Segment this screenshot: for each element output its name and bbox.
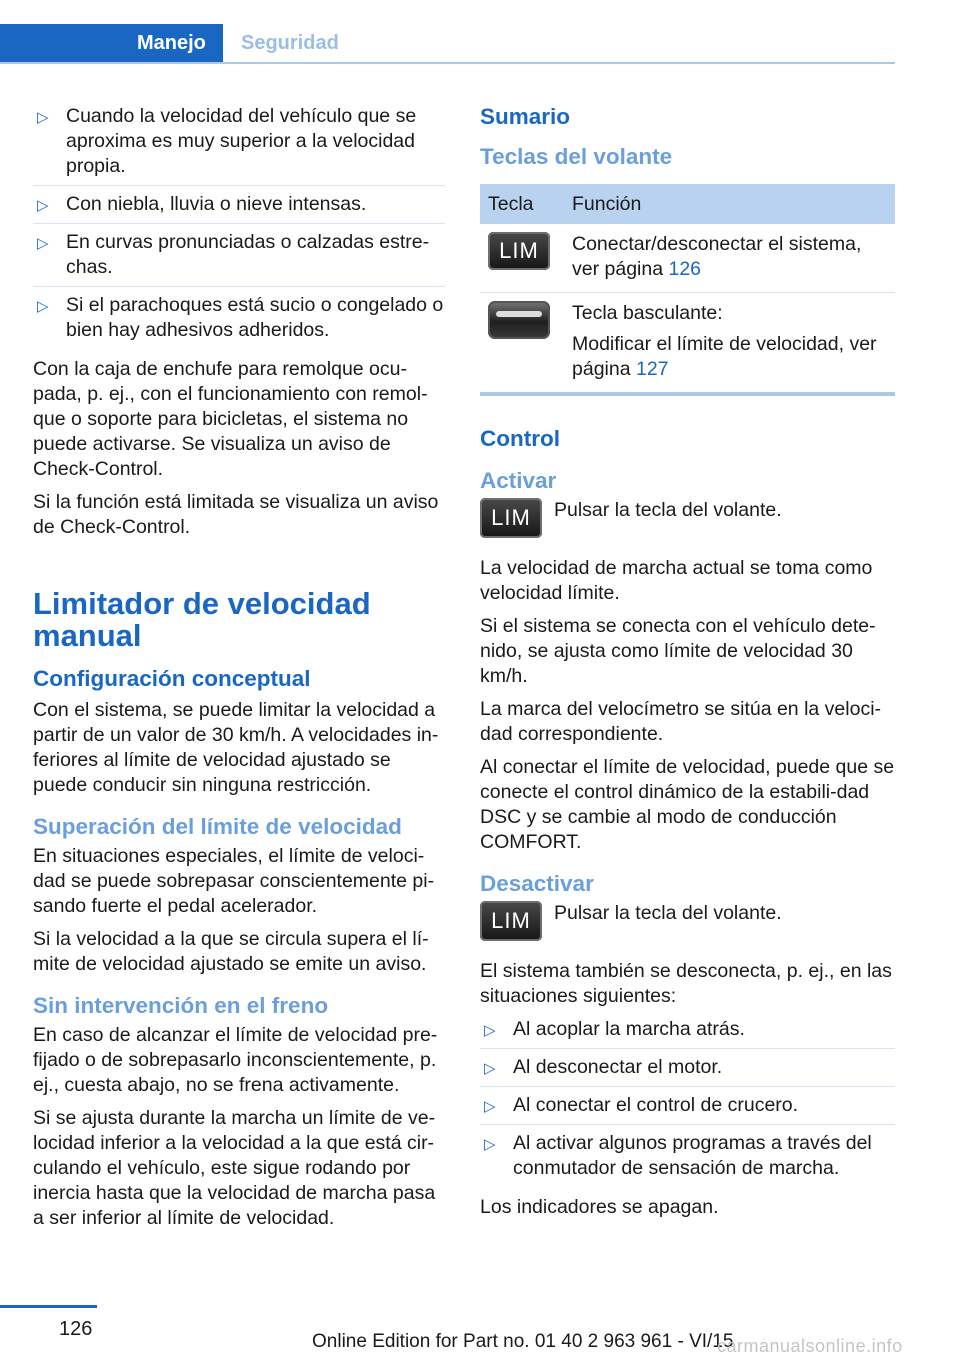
subsection-title: Configuración conceptual [33, 666, 311, 691]
paragraph: Si la velocidad a la que se circula supera el lí‐mite de velocidad ajustado se emite un aviso. [33, 928, 429, 975]
paragraph: Si se ajusta durante la marcha un límite de ve‐locidad inferior a la velocidad a la que está cir‐culando el vehículo, este sigue rodando por inercia hasta que la velocidad de marcha pasa a ser inferior al límite de velocidad. [33, 1107, 436, 1229]
list-item: ▷ Al activar algunos programas a través del conmutador de sensación de marcha. [484, 1132, 872, 1179]
lim-button-icon: LIM [480, 901, 542, 941]
triangle-right-icon: ▷ [37, 197, 49, 214]
subheading: Superación del límite de velocidad [33, 814, 402, 839]
section-title: Limitador de velocidad manual [33, 586, 371, 653]
paragraph: Si la función está limitada se visualiza un aviso de Check-Control. [33, 491, 439, 538]
list-item: ▷ En curvas pronunciadas o calzadas estre‐chas. [33, 230, 445, 287]
triangle-right-icon: ▷ [484, 1060, 496, 1077]
page-number: 126 [59, 1318, 93, 1340]
paragraph: En situaciones especiales, el límite de veloci‐dad se puede sobrepasar conscientemente pi‐sando fuerte el pedal acelerador. [33, 845, 435, 917]
paragraph: Con la caja de enchufe para remolque ocu‐pada, p. ej., con el funcionamiento con remol‐que o soporte para bicicletas, el sistema no puede activarse. Se visualiza un aviso de Check-Control. [33, 358, 428, 480]
rocker-switch-icon [488, 301, 550, 339]
section-title: Control [480, 426, 560, 451]
table-header-funcion: Función [564, 184, 895, 224]
activar-instruction: LIM Pulsar la tecla del volante. [480, 498, 895, 538]
list-item: ▷ Al conectar el control de crucero. [480, 1093, 895, 1125]
right-bullet-list [480, 1017, 895, 1187]
table-header-row [480, 184, 895, 224]
paragraph: El sistema también se desconecta, p. ej., en las situaciones siguientes: [480, 960, 892, 1007]
left-bullet-list [33, 104, 445, 349]
paragraph: Los indicadores se apagan. [480, 1196, 719, 1218]
table-header-tecla: Tecla [480, 184, 564, 224]
triangle-right-icon: ▷ [484, 1136, 496, 1153]
paragraph: La velocidad de marcha actual se toma como velocidad límite. [480, 557, 873, 604]
paragraph: Si el sistema se conecta con el vehículo dete‐nido, se ajusta como límite de velocidad 30 km/h. [480, 615, 876, 687]
triangle-right-icon: ▷ [484, 1022, 496, 1039]
page-link-127[interactable]: 127 [635, 358, 669, 380]
list-item: ▷ Cuando la velocidad del vehículo que se aproxima es muy superior a la velocidad propia. [33, 104, 445, 186]
paragraph: La marca del velocímetro se sitúa en la veloci‐dad correspondiente. [480, 698, 882, 745]
table-row: LIM Conectar/desconectar el sistema, ver página 126 [480, 224, 895, 293]
paragraph: Al conectar el límite de velocidad, puede que se conecte el control dinámico de la estabili‐dad DSC y se cambie al modo de conducción COMFORT. [480, 756, 895, 853]
lim-button-icon: LIM [488, 232, 550, 270]
list-item: ▷ Al desconectar el motor. [480, 1055, 895, 1087]
paragraph: En caso de alcanzar el límite de velocidad pre‐fijado o de sobrepasarlo inconscientemente, p. ej., cuesta abajo, no se frena activamente. [33, 1024, 438, 1096]
section-title: Sumario [480, 104, 571, 129]
triangle-right-icon: ▷ [37, 235, 49, 252]
list-item: ▷ Si el parachoques está sucio o congelado o bien hay adhesivos adheridos. [37, 294, 444, 341]
tab-manejo[interactable]: Manejo [0, 24, 223, 62]
lim-button-icon: LIM [480, 498, 542, 538]
subheading: Activar [480, 468, 557, 493]
subheading: Teclas del volante [480, 144, 673, 169]
keys-table [480, 184, 895, 396]
desactivar-instruction: LIM Pulsar la tecla del volante. [480, 901, 895, 941]
table-row: Tecla basculante: Modificar el límite de velocidad, ver página 127 [480, 293, 895, 395]
triangle-right-icon: ▷ [484, 1098, 496, 1115]
paragraph: Con el sistema, se puede limitar la velocidad a partir de un valor de 30 km/h. A velocidades in‐feriores al límite de velocidad ajustado se puede conducir sin ninguna restricción. [33, 699, 439, 796]
header-bar [0, 0, 895, 64]
list-item: ▷ Con niebla, lluvia o nieve intensas. [33, 192, 445, 224]
right-column [480, 104, 895, 1228]
subheading: Sin intervención en el freno [33, 993, 329, 1018]
list-item: ▷ Al acoplar la marcha atrás. [480, 1017, 895, 1049]
edition-note: Online Edition for Part no. 01 40 2 963 961 - VI/15 [312, 1331, 734, 1352]
triangle-right-icon: ▷ [37, 298, 49, 315]
tab-seguridad[interactable]: Seguridad [241, 32, 339, 54]
subheading: Desactivar [480, 871, 594, 896]
page-link-126[interactable]: 126 [668, 258, 702, 280]
footer-divider [0, 1305, 97, 1308]
triangle-right-icon: ▷ [37, 109, 49, 126]
watermark: carmanualsonline.info [717, 1336, 903, 1356]
left-column [33, 104, 445, 1239]
